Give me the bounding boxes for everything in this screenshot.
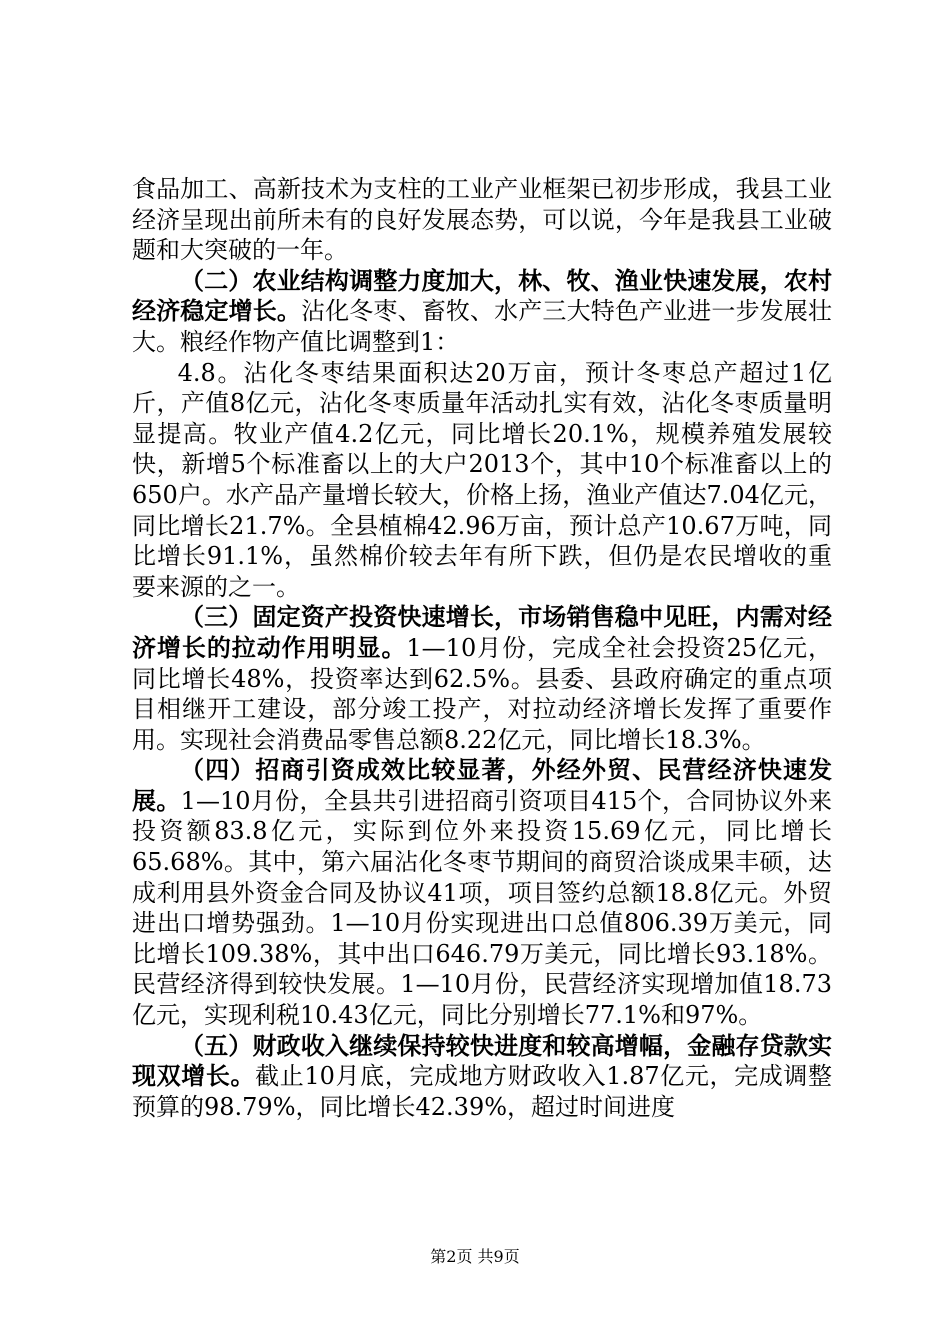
paragraph-text: 食品加工、高新技术为支柱的工业产业框架已初步形成，我县工业经济呈现出前所未有的良好发展态势，可以说，今年是我县工业破题和大突破的一年。 bbox=[132, 175, 832, 265]
paragraph-industry bbox=[132, 174, 832, 266]
paragraph-text: 沾化冬枣、畜牧、水产三大特色产业进一步发展壮大。粮经作物产值比调整到1： bbox=[132, 297, 832, 356]
paragraph-text: 4.8。沾化冬枣结果面积达20万亩，预计冬枣总产超过1亿斤，产值8亿元，沾化冬枣质量年活动扎实有效，沾化冬枣质量明显提高。牧业产值4.2亿元，同比增长20.1%，规模养殖发展较快，新增5个标准畜以上的大户2013个，其中10个标准畜以上的650户。水产品产量增长较大，价格上扬，渔业产值达7.04亿元，同比增长21.7%。全县植棉42.96万亩，预计总产10.67万吨，同比增长91.1%，虽然棉价较去年有所下跌，但仍是农民增收的重要来源的之一。 bbox=[132, 358, 832, 601]
section-heading-trade: （四）招商引资成效比较显著，外经外贸、民营经济快速发展。 bbox=[132, 755, 832, 815]
paragraph-agriculture-detail bbox=[132, 358, 832, 603]
section-heading-investment: （三）固定资产投资快速增长，市场销售稳中见旺，内需对经济增长的拉动作用明显。 bbox=[132, 602, 832, 662]
paragraph-trade bbox=[132, 755, 832, 1030]
page-footer bbox=[0, 1244, 950, 1267]
paragraph-text: 1—10月份，全县共引进招商引资项目415个，合同协议外来投资额83.8亿元，实际到位外来投资15.69亿元，同比增长65.68%。其中，第六届沾化冬枣节期间的商贸洽谈成果丰硕，达成利用县外资金合同及协议41项，项目签约总额18.8亿元。外贸进出口增势强劲。1—10月份实现进出口总值806.39万美元，同比增长109.38%，其中出口646.79万美元，同比增长93.18%。民营经济得到较快发展。1—10月份，民营经济实现增加值18.73亿元，实现利税10.43亿元，同比分别增长77.1%和97%。 bbox=[132, 786, 832, 1030]
paragraph-finance bbox=[132, 1031, 832, 1123]
section-heading-finance: （五）财政收入继续保持较快进度和较高增幅，金融存贷款实现双增长。 bbox=[132, 1030, 832, 1091]
paragraph-text: 截止10月底，完成地方财政收入1.87亿元，完成调整预算的98.79%，同比增长42.39%，超过时间进度 bbox=[132, 1062, 833, 1121]
page-number: 第2页 共9页 bbox=[430, 1247, 520, 1266]
paragraph-text: 1—10月份，完成全社会投资25亿元，同比增长48%，投资率达到62.5%。县委、县政府确定的重点项目相继开工建设，部分竣工投产，对拉动经济增长发挥了重要作用。实现社会消费品零售总额8.22亿元，同比增长18.3%。 bbox=[132, 633, 832, 754]
paragraph-investment bbox=[132, 602, 832, 755]
paragraph-agriculture bbox=[132, 266, 832, 358]
document-body bbox=[132, 174, 832, 1122]
section-heading-agriculture: （二）农业结构调整力度加大，林、牧、渔业快速发展，农村经济稳定增长。 bbox=[132, 265, 832, 326]
